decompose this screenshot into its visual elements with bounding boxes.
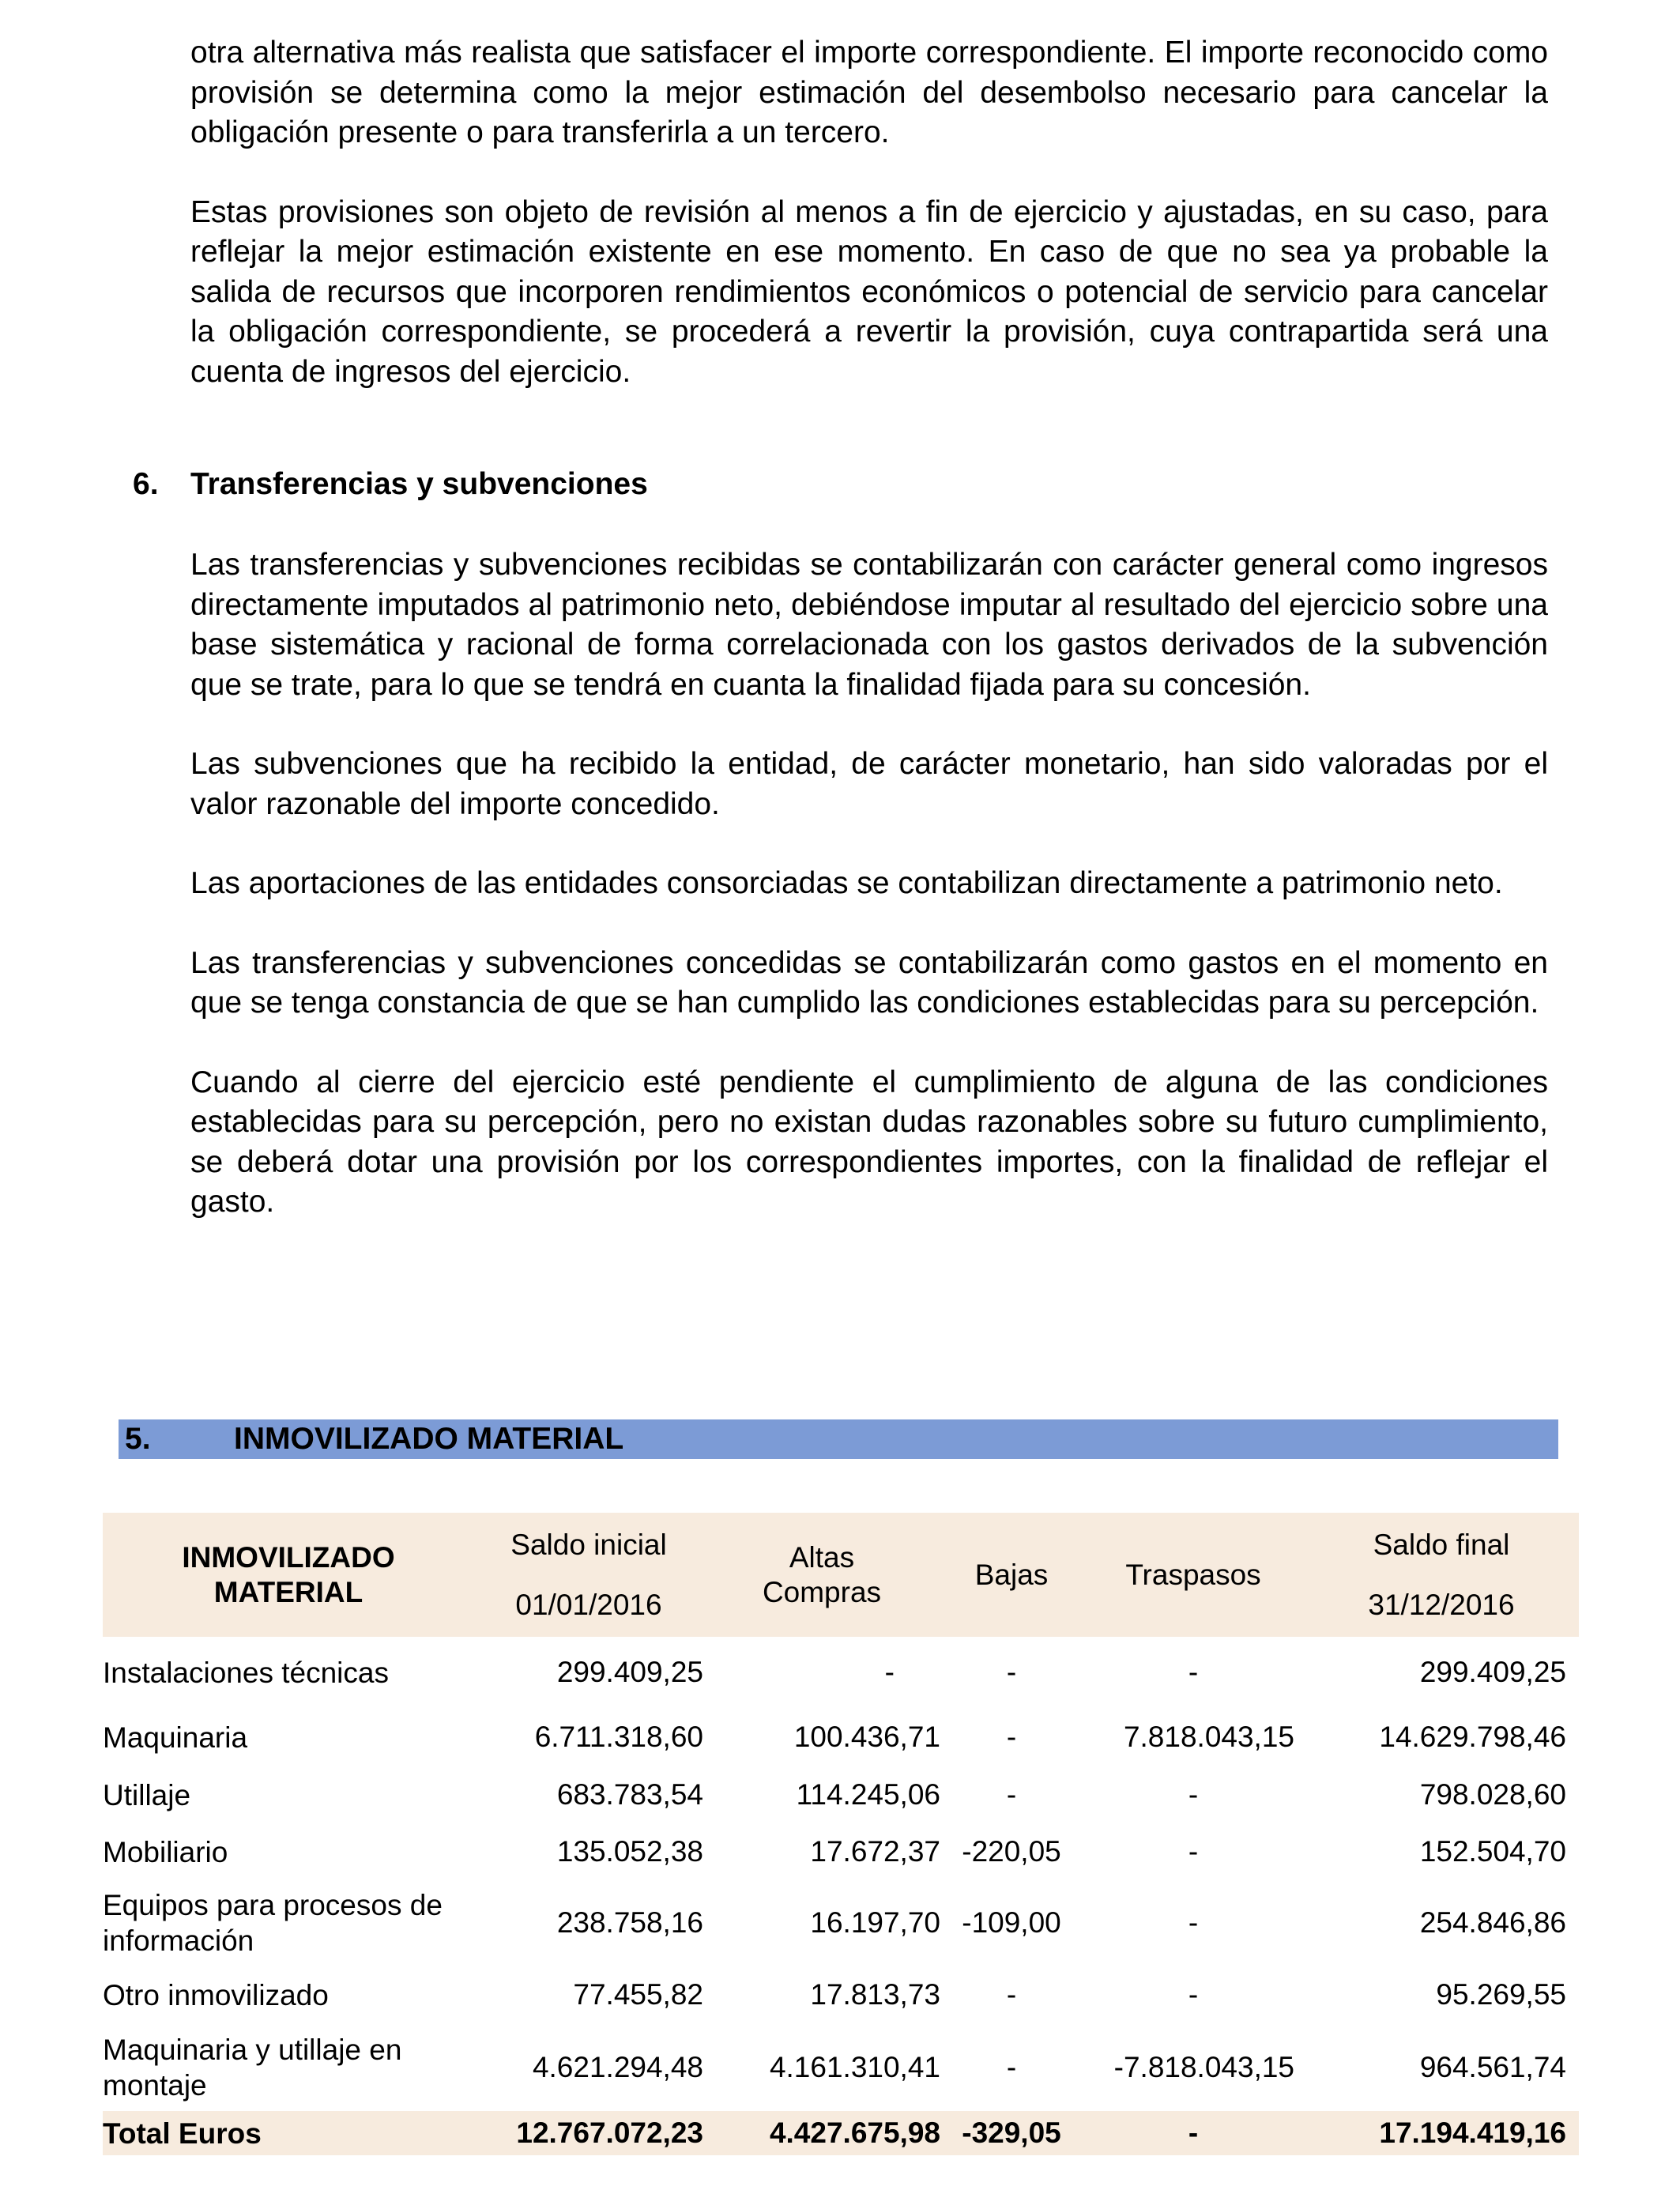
cell-traspasos: -7.818.043,15: [1113, 2051, 1294, 2083]
cell-saldo-final: 798.028,60: [1419, 1778, 1566, 1811]
cell-bajas: -109,00: [962, 1906, 1061, 1939]
table-row: [103, 1880, 1579, 1966]
row-label: Equipos para procesos de información: [103, 1889, 443, 1957]
cell-saldo-final: 964.561,74: [1419, 2051, 1566, 2083]
section-body: [190, 545, 1548, 1223]
row-label: Utillaje: [103, 1778, 191, 1811]
paragraph: Las transferencias y subvenciones concedidas se contabilizarán como gastos en el momento en que se tenga constancia de que se han cumplido las condiciones establecidas para su percepción.: [190, 945, 1548, 1020]
row-label: Maquinaria: [103, 1721, 248, 1754]
cell-altas: 17.813,73: [810, 1978, 940, 2011]
table-row: [103, 2024, 1579, 2111]
section-number: 6.: [133, 467, 159, 501]
cell-altas: 4.161.310,41: [769, 2051, 940, 2083]
cell-altas: 17.672,37: [810, 1835, 940, 1868]
table-header-row: [103, 1513, 1579, 1637]
table-row: [103, 1823, 1579, 1880]
table-row: [103, 1708, 1579, 1766]
cell-traspasos: -: [1188, 1978, 1199, 2011]
table-row: [103, 1637, 1579, 1708]
total-traspasos: -: [1083, 2111, 1304, 2155]
table-total-row: [103, 2111, 1579, 2155]
cell-saldo-final: 254.846,86: [1419, 1906, 1566, 1939]
header-saldo-inicial: Saldo inicial 01/01/2016: [474, 1513, 703, 1637]
header-saldo-final: Saldo final 31/12/2016: [1304, 1513, 1579, 1637]
cell-saldo-inicial: 77.455,82: [573, 1978, 703, 2011]
cell-traspasos: -: [1188, 1656, 1199, 1688]
row-label: Instalaciones técnicas: [103, 1656, 389, 1689]
row-label: Mobiliario: [103, 1835, 228, 1868]
cell-saldo-inicial: 683.783,54: [556, 1778, 703, 1811]
cell-saldo-final: 14.629.798,46: [1379, 1721, 1566, 1753]
cell-traspasos: -: [1188, 1835, 1199, 1868]
cell-bajas: -: [1006, 2051, 1017, 2083]
row-label: Maquinaria y utillaje en montaje: [103, 2034, 402, 2102]
paragraph: Cuando al cierre del ejercicio esté pendiente el cumplimiento de alguna de las condiciones establecidas para su percepción, pero no existan dudas razonables sobre su futuro cumplimiento, se deberá dotar una provisión por los correspondientes importes, con la finalidad de reflejar el gasto.: [190, 1065, 1548, 1219]
total-altas: 4.427.675,98: [703, 2111, 940, 2155]
total-saldo-inicial: 12.767.072,23: [474, 2111, 703, 2155]
paragraph: Las aportaciones de las entidades consorciadas se contabilizan directamente a patrimonio neto.: [190, 866, 1503, 900]
header-traspasos: Traspasos: [1083, 1513, 1304, 1637]
cell-bajas: -: [1006, 1656, 1017, 1688]
cell-bajas: -: [1006, 1978, 1017, 2011]
cell-saldo-inicial: 238.758,16: [556, 1906, 703, 1939]
table-row: [103, 1966, 1579, 2024]
paragraph: otra alternativa más realista que satisfacer el importe correspondiente. El importe reconocido como provisión se determina como la mejor estimación del desembolso necesario para cancelar la obligación presente o para transferirla a un tercero.: [190, 36, 1548, 149]
paragraph: Las subvenciones que ha recibido la entidad, de carácter monetario, han sido valoradas por el valor razonable del importe concedido.: [190, 747, 1548, 821]
inmovilizado-table: [103, 1513, 1579, 2155]
cell-saldo-inicial: 4.621.294,48: [532, 2051, 703, 2083]
cell-saldo-final: 95.269,55: [1436, 1978, 1566, 2011]
table-row: [103, 1766, 1579, 1823]
cell-saldo-inicial: 299.409,25: [556, 1656, 703, 1688]
cell-bajas: -: [1006, 1778, 1017, 1811]
cell-saldo-final: 152.504,70: [1419, 1835, 1566, 1868]
section-band: [119, 1419, 1558, 1459]
cell-traspasos: 7.818.043,15: [1123, 1721, 1294, 1753]
cell-saldo-final: 299.409,25: [1419, 1656, 1566, 1688]
paragraph: Las transferencias y subvenciones recibidas se contabilizarán con carácter general como ingresos directamente imputados al patrimonio neto, debiéndose imputar al resultado del ejercicio sobre una base sistemática y racional de forma correlacionada con los gastos derivados de la subvención que se trate, para lo que se tendrá en cuanta la finalidad fijada para su concesión.: [190, 548, 1548, 702]
row-label: Otro inmovilizado: [103, 1978, 329, 2011]
cell-altas: 114.245,06: [796, 1778, 940, 1811]
cell-bajas: -220,05: [962, 1835, 1061, 1868]
cell-altas: -: [884, 1656, 895, 1688]
section-heading: [133, 465, 648, 504]
header-altas: Altas Compras: [703, 1513, 940, 1637]
cell-traspasos: -: [1188, 1906, 1199, 1939]
cell-traspasos: -: [1188, 1778, 1199, 1811]
paragraph: Estas provisiones son objeto de revisión al menos a fin de ejercicio y ajustadas, en su caso, para reflejar la mejor estimación existente en ese momento. En caso de que no sea ya probable la salida de recursos que incorporen rendimientos económicos o potencial de servicio para cancelar la obligación correspondiente, se procederá a revertir la provisión, cuya contrapartida será una cuenta de ingresos del ejercicio.: [190, 194, 1548, 389]
cell-altas: 100.436,71: [793, 1721, 940, 1753]
total-label: Total Euros: [103, 2111, 474, 2155]
header-inmovilizado: INMOVILIZADO MATERIAL: [103, 1513, 474, 1637]
cell-saldo-inicial: 6.711.318,60: [534, 1721, 703, 1753]
intro-text: [190, 33, 1548, 392]
cell-bajas: -: [1006, 1721, 1017, 1753]
header-bajas: Bajas: [940, 1513, 1083, 1637]
section-number: 5.: [125, 1422, 151, 1456]
cell-altas: 16.197,70: [810, 1906, 940, 1939]
total-bajas: -329,05: [940, 2111, 1083, 2155]
cell-saldo-inicial: 135.052,38: [556, 1835, 703, 1868]
total-saldo-final: 17.194.419,16: [1304, 2111, 1579, 2155]
section-title: INMOVILIZADO MATERIAL: [234, 1422, 624, 1456]
section-title: Transferencias y subvenciones: [190, 467, 648, 501]
